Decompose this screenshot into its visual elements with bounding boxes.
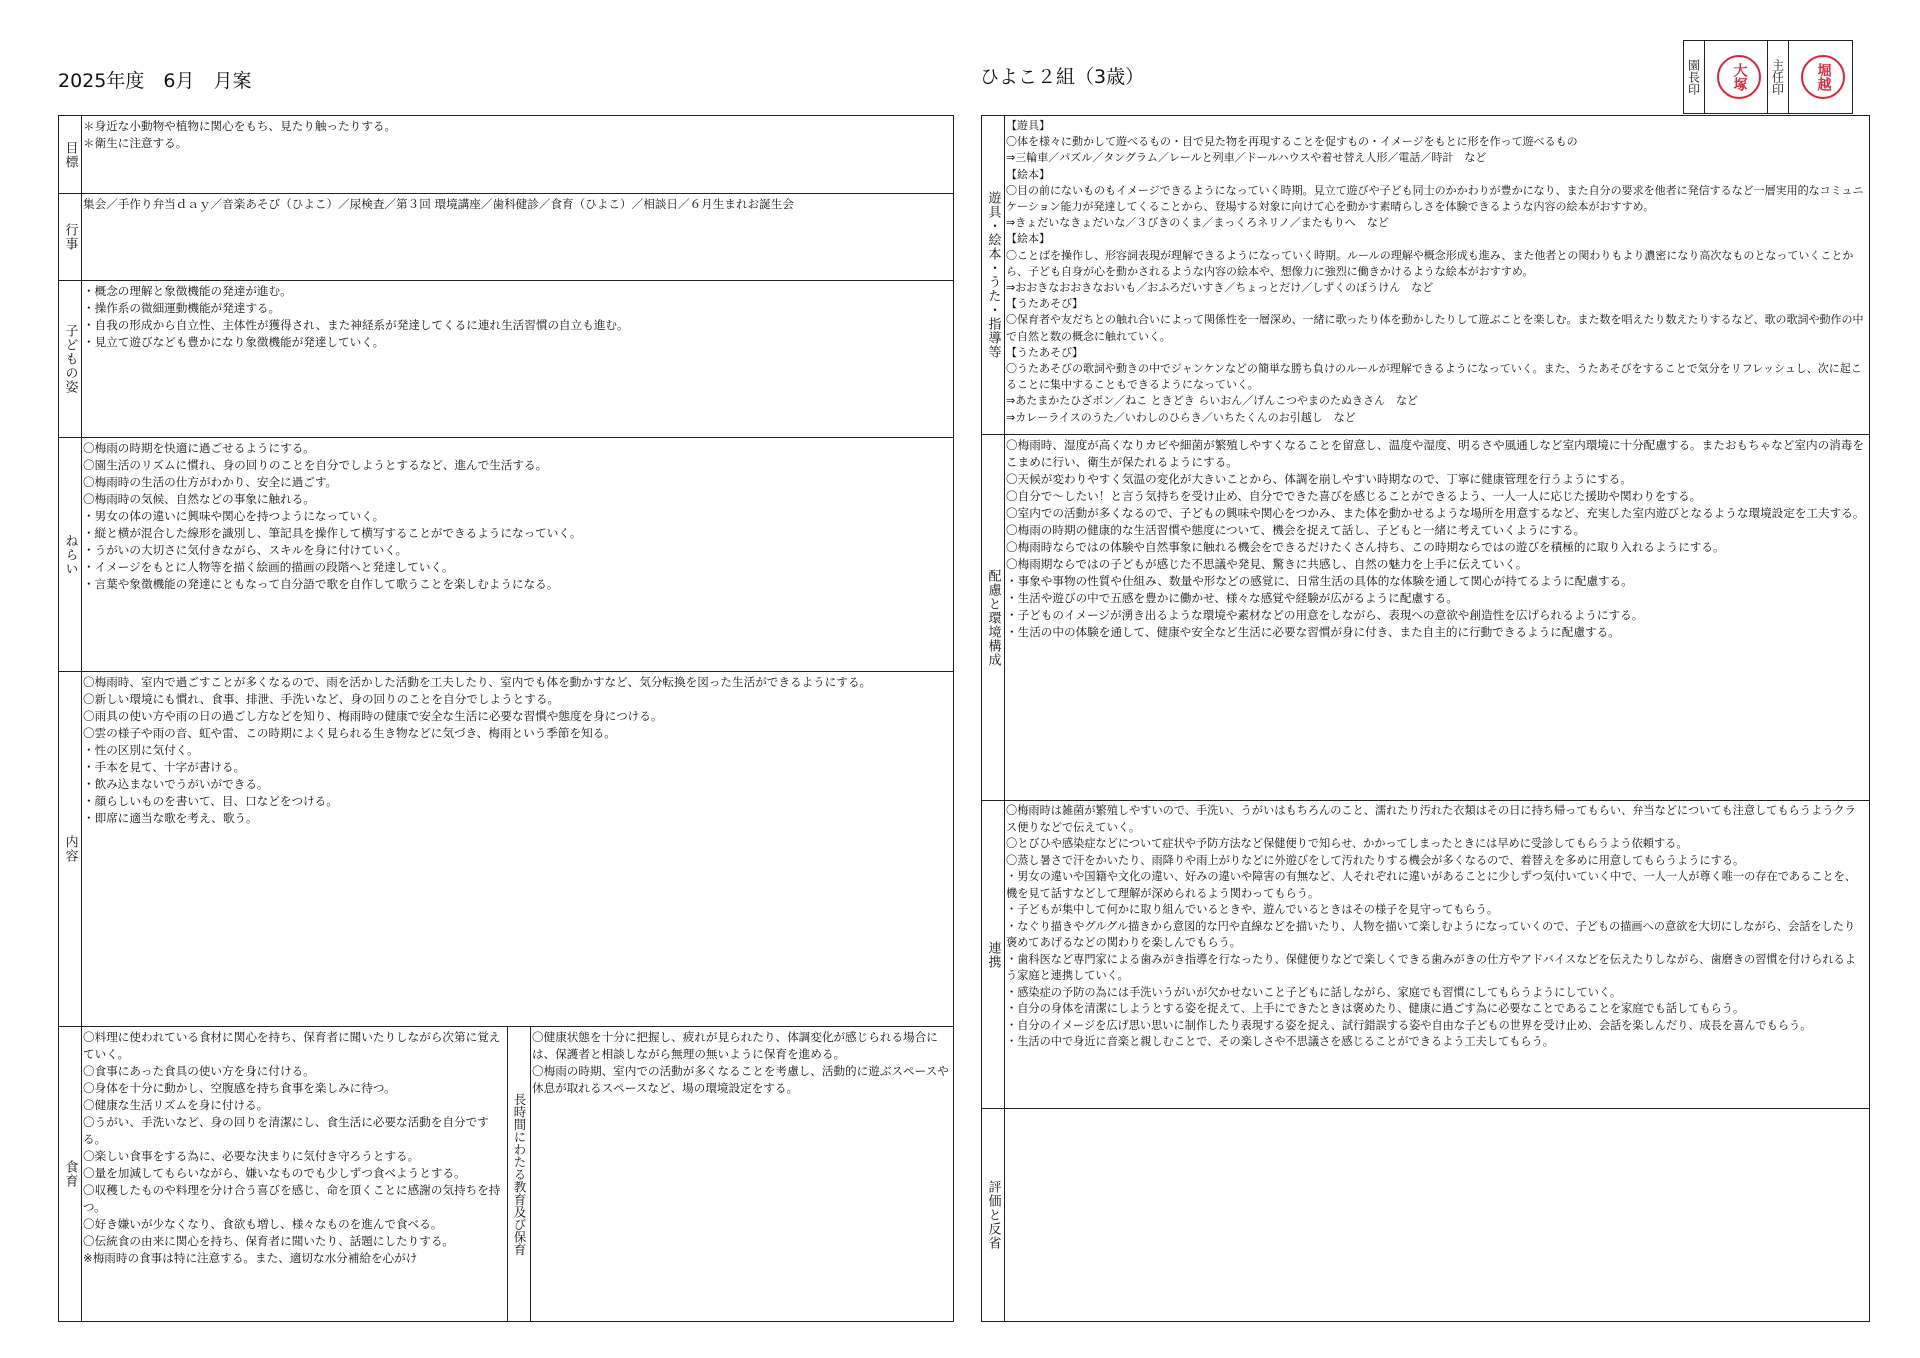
evaluation-label: 評価と反省 xyxy=(982,1109,1005,1321)
text-line: 〇梅雨期ならではの子どもが感じた不思議や発見、驚きに共感し、自然の魅力を上手に伝えていく。 xyxy=(1006,557,1528,571)
child-profile-section xyxy=(58,280,954,438)
text-line: ・子どものイメージが湧き出るような環境や素材などの用意をしながら、表現への意欲や創造性を広げられるようにする。 xyxy=(1006,608,1644,622)
text-line: ・自我の形成から自立性、主体性が獲得され、また神経系が発達してくるに連れ生活習慣の自立も進む。 xyxy=(83,318,629,332)
text-line: 〇食事にあった食具の使い方を身に付ける。 xyxy=(83,1064,315,1078)
principal-seal: 大塚 xyxy=(1717,55,1761,99)
text-line: ・顔らしいものを書いて、目、口などをつける。 xyxy=(83,794,338,808)
contents-section xyxy=(58,671,954,1027)
principal-stamp-label: 園長印 xyxy=(1684,41,1705,113)
text-line: ⇒カレーライスのうた／いわしのひらき／いちたくんのお引越し など xyxy=(1006,410,1356,424)
materials-content xyxy=(1006,118,1866,432)
text-line: ・見立て遊びなども豊かになり象徴機能が発達していく。 xyxy=(83,335,385,349)
text-line: 〇梅雨時の生活の仕方がわかり、安全に過ごす。 xyxy=(83,475,338,489)
text-line: 集会／手作り弁当ｄａｙ／音楽あそび（ひよこ）／尿検査／第３回 環境講座／歯科健診／食育（ひよこ）／相談日／６月生まれお誕生会 xyxy=(83,197,794,211)
events-label: 行事 xyxy=(59,194,82,280)
food-education-label: 食育 xyxy=(59,1027,82,1321)
head-teacher-stamp-box xyxy=(1767,40,1853,114)
events-section xyxy=(58,193,954,281)
text-line: 〇園生活のリズムに慣れ、身の回りのことを自分でしようとするなど、進んで生活する。 xyxy=(83,458,548,472)
goals-label: 目標 xyxy=(59,116,82,193)
text-line: ・感染症の予防の為には手洗いうがいが欠かせないこと子どもに話しながら、家庭でも習慣にしてもらうようにしていく。 xyxy=(1006,985,1622,999)
text-line: 〇健康な生活リズムを身に付ける。 xyxy=(83,1098,269,1112)
text-line: ・男女の体の違いに興味や関心を持つようになっていく。 xyxy=(83,509,385,523)
text-line: ・なぐり描きやグルグル描きから意図的な円や直線などを描いたり、人物を描いて楽しむようになっていくので、子どもの描画への意欲を大切にしながら、会話をしたり褒めてあげるなどの関わりを楽しんでもらう。 xyxy=(1006,919,1856,949)
text-line: 〇天候が変わりやすく気温の変化が大きいことから、体調を崩しやすい時期なので、丁寧に健康管理を行うようにする。 xyxy=(1006,472,1632,486)
text-line: 〇保育者や友だちとの触れ合いによって関係性を一層深め、一緒に歌ったり体を動かしたりして遊ぶことを楽しむ。また数を唱えたり数えたりするなど、歌の歌詞や動作の中で自然と数の概念に触れていく。 xyxy=(1006,313,1864,343)
aims-label: ねらい xyxy=(59,438,82,671)
child-profile-label: 子どもの姿 xyxy=(59,281,82,437)
text-line: 【絵本】 xyxy=(1006,167,1050,181)
text-line: ・操作系の微細運動機能が発達する。 xyxy=(83,301,281,315)
text-line: ・歯科医など専門家による歯みがき指導を行なったり、保健便りなどで楽しくできる歯みがきの仕方やアドバイスなどを伝えたりしながら、歯磨きの習慣を付けられるよう家庭と連携していく。 xyxy=(1006,952,1856,982)
contents-content xyxy=(83,674,950,1024)
cooperation-label: 連携 xyxy=(982,801,1005,1108)
text-line: ・自分の身体を清潔にしようとする姿を捉えて、上手にできたときは褒めたり、健康に過ごす為に必要なことであることを家庭でも話してもらう。 xyxy=(1006,1002,1745,1015)
text-line: 〇自分で～したい！と言う気持ちを受け止め、自分でできた喜びを感じることができるよう、一人一人に応じた援助や関わりをする。 xyxy=(1006,489,1702,503)
text-line: ・男女の違いや国籍や文化の違い、好みの違いや障害の有無など、人それぞれに違いがあることに少しずつ気付いていく中で、一人一人が尊く唯一の存在であることを、機を見て話すなどして理解が深められるよう関わってもらう。 xyxy=(1006,870,1857,900)
class-name: ひよこ２組（3歳） xyxy=(980,66,1145,88)
text-line: 〇梅雨の時期、室内での活動が多くなることを考慮し、活動的に遊ぶスペースや休息が取れるスペースなど、場の環境設定をする。 xyxy=(532,1064,949,1095)
text-line: ・生活の中の体験を通して、健康や安全など生活に必要な習慣が身に付き、また自主的に行動できるように配慮する。 xyxy=(1006,625,1620,639)
food-education-section xyxy=(58,1026,508,1322)
head-teacher-stamp-label: 主任印 xyxy=(1768,41,1789,113)
text-line: 〇体を様々に動かして遊べるもの・目で見た物を再現することを促すもの・イメージをもとに形を作って遊べるもの xyxy=(1006,135,1578,149)
aims-content xyxy=(83,440,950,669)
text-line: ・即席に適当な歌を考え、歌う。 xyxy=(83,811,258,825)
text-line: 〇収穫したものや料理を分け合う喜びを感じ、命を頂くことに感謝の気持ちを持つ。 xyxy=(83,1183,501,1214)
text-line: ※梅雨時の食事は特に注意する。また、適切な水分補給を心がけ xyxy=(83,1251,418,1265)
contents-label: 内容 xyxy=(59,672,82,1026)
text-line: 〇梅雨の時期の健康的な生活習慣や態度について、機会を捉えて話し、子どもと一緒に考えていくようにする。 xyxy=(1006,523,1586,537)
text-line: 〇室内での活動が多くなるので、子どもの興味や関心をつかみ、また体を動かせるような場所を用意するなど、充実した室内遊びとなるような環境設定を工夫する。 xyxy=(1006,506,1865,520)
text-line: ・事象や事物の性質や仕組み、数量や形などの感覚に、日常生活の具体的な体験を通して関心が持てるように配慮する。 xyxy=(1006,574,1633,588)
principal-stamp-box xyxy=(1683,40,1769,114)
considerations-label: 配慮と環境構成 xyxy=(982,435,1005,800)
text-line: ・イメージをもとに人物等を描く絵画的描画の段階へと発達していく。 xyxy=(83,560,454,574)
text-line: 〇うがい、手洗いなど、身の回りを清潔にし、食生活に必要な活動を自分でする。 xyxy=(83,1115,489,1146)
text-line: ・手本を見て、十字が書ける。 xyxy=(83,760,246,774)
text-line: ⇒あたまかたひざポン／ねこ ときどき らいおん／げんこつやまのたぬきさん など xyxy=(1006,394,1418,408)
text-line: 〇梅雨時、室内で過ごすことが多くなるので、雨を活かした活動を工夫したり、室内でも体を動かすなど、気分転換を図った生活ができるようにする。 xyxy=(83,675,872,689)
text-line: 【うたあそび】 xyxy=(1006,297,1083,311)
text-line: 【遊具】 xyxy=(1006,119,1050,132)
text-line: ⇒三輪車／パズル／タングラム／レールと列車／ドールハウスや着せ替え人形／電話／時計 など xyxy=(1006,151,1487,165)
text-line: 〇梅雨時、湿度が高くなりカビや細菌が繁殖しやすくなることを留意し、温度や湿度、明るさや風通しなど室内環境に十分配慮する。またおもちゃなど室内の消毒をこまめに行い、衛生が保たれるようにする。 xyxy=(1006,438,1864,469)
text-line: 〇梅雨の時期を快適に過ごせるようにする。 xyxy=(83,441,315,455)
text-line: ⇒おおきなおおきなおいも／おふろだいすき／ちょっとだけ／しずくのぼうけん など xyxy=(1006,281,1434,295)
text-line: 〇身体を十分に動かし、空腹感を持ち食事を楽しみに待つ。 xyxy=(83,1081,396,1095)
text-line: 〇雲の様子や雨の音、虹や雷、この時期によく見られる生き物などに気づき、梅雨という季節を知る。 xyxy=(83,726,616,740)
text-line: ・子どもが集中して何かに取り組んでいるときや、遊んでいるときはその様子を見守ってもらう。 xyxy=(1006,903,1499,916)
text-line: ・うがいの大切さに気付きながら、スキルを身に付けていく。 xyxy=(83,543,408,557)
goals-content xyxy=(83,118,950,191)
food-education-content xyxy=(83,1029,504,1319)
extended-care-section xyxy=(507,1026,954,1322)
text-line: ＊身近な小動物や植物に関心をもち、見たり触ったりする。 xyxy=(83,119,397,133)
cooperation-content xyxy=(1006,803,1866,1106)
text-line: 〇とびひや感染症などについて症状や予防方法など保健便りで知らせ、かかってしまったときには早めに受診してもらうよう依頼する。 xyxy=(1006,837,1688,850)
text-line: 〇伝統食の由来に関心を持ち、保育者に聞いたり、話題にしたりする。 xyxy=(83,1234,455,1248)
head-teacher-seal: 堀越 xyxy=(1801,55,1845,99)
text-line: 〇好き嫌いが少なくなり、食欲も増し、様々なものを進んで食べる。 xyxy=(83,1217,443,1231)
text-line: ・性の区別に気付く。 xyxy=(83,743,199,757)
text-line: 〇量を加減してもらいながら、嫌いなものでも少しずつ食べようとする。 xyxy=(83,1166,466,1180)
goals-section xyxy=(58,115,954,194)
text-line: 〇蒸し暑さで汗をかいたり、雨降りや雨上がりなどに外遊びをして汚れたりする機会が多くなるので、着替えを多めに用意してもらうようにする。 xyxy=(1006,853,1745,867)
child-profile-content xyxy=(83,283,950,435)
text-line: ・自分のイメージを広げ思い思いに制作したり表現する姿を捉え、試行錯誤する姿や自由な子どもの世界を受け止め、会話を楽しんだり、成長を喜んでもらう。 xyxy=(1006,1018,1812,1032)
extended-care-content xyxy=(532,1029,950,1319)
text-line: ⇒きょだいなきょだいな／３びきのくま／まっくろネリノ／またもりへ など xyxy=(1006,216,1389,230)
materials-label: 遊具・絵本・うた・指導等 xyxy=(982,116,1005,434)
text-line: 〇梅雨時ならではの体験や自然事象に触れる機会をできるだけたくさん持ち、この時期ならではの遊びを積極的に取り入れるようにする。 xyxy=(1006,540,1725,554)
text-line: ・言葉や象徴機能の発達にともなって自分語で歌を自作して歌うことを楽しむようになる。 xyxy=(83,577,559,591)
considerations-content xyxy=(1006,437,1866,798)
text-line: 〇料理に使われている食材に関心を持ち、保育者に聞いたりしながら次第に覚えていく。 xyxy=(83,1030,501,1061)
extended-care-label: 長時間にわたる教育及び保育 xyxy=(508,1027,531,1321)
text-line: ＊衛生に注意する。 xyxy=(83,136,188,150)
text-line: 【絵本】 xyxy=(1006,232,1050,246)
text-line: ・生活や遊びの中で五感を豊かに働かせ、様々な感覚や経験が広がるように配慮する。 xyxy=(1006,591,1458,605)
evaluation-content xyxy=(1006,1111,1866,1319)
events-content xyxy=(83,196,950,278)
text-line: 〇ことばを操作し、形容詞表現が理解できるようになっていく時期。ルールの理解や概念形成も進み、また他者との関わりもより濃密になり高次なものとなっていくことから、子ども自身が心を動かされるような内容の絵本や、想像力に強烈に働きかけるような絵本がおすすめ。 xyxy=(1006,248,1854,278)
text-line: 〇目の前にないものもイメージできるようになっていく時期。見立て遊びや子ども同士のかかわりが豊かになり、また自分の要求を他者に発信するなど一層実用的なコミュニケーション能力が発達してくることから、登場する対象に向けて心を動かす素晴らしさを体験できるような内容の絵本がおすすめ。 xyxy=(1006,183,1864,214)
text-line: 〇雨具の使い方や雨の日の過ごし方などを知り、梅雨時の健康で安全な生活に必要な習慣や態度を身につける。 xyxy=(83,709,663,723)
text-line: 〇楽しい食事をする為に、必要な決まりに気付き守ろうとする。 xyxy=(83,1149,420,1163)
cooperation-section xyxy=(981,800,1870,1109)
aims-section xyxy=(58,437,954,672)
text-line: 〇梅雨時は雑菌が繁殖しやすいので、手洗い、うがいはもちろんのこと、濡れたり汚れた衣類はその日に持ち帰ってもらい、弁当などについても注意してもらうようクラス便りなどで伝えていく。 xyxy=(1006,804,1856,834)
page-title: 2025年度 6月 月案 xyxy=(58,70,252,92)
text-line: 【うたあそび】 xyxy=(1006,345,1083,359)
text-line: ・生活の中で身近に音楽と親しむことで、その楽しさや不思議さを感じることができるよう工夫してもらう。 xyxy=(1006,1035,1554,1048)
text-line: 〇うたあそびの歌詞や動きの中でジャンケンなどの簡単な勝ち負けのルールが理解できるようになっていく。また、うたあそびをすることで気分をリフレッシュし、次に起こることに集中することもできるようになっていく。 xyxy=(1006,362,1862,392)
materials-section xyxy=(981,115,1870,435)
text-line: ・概念の理解と象徴機能の発達が進む。 xyxy=(83,284,292,298)
text-line: ・縦と横が混合した線形を識別し、筆記具を操作して横写することができるようになっていく。 xyxy=(83,526,582,540)
evaluation-section xyxy=(981,1108,1870,1322)
text-line: 〇健康状態を十分に把握し、疲れが見られたり、体調変化が感じられる場合には、保護者と相談しながら無理の無いように保育を進める。 xyxy=(532,1030,938,1061)
text-line: ・飲み込まないでうがいができる。 xyxy=(83,777,269,791)
text-line: 〇梅雨時の気候、自然などの事象に触れる。 xyxy=(83,492,315,506)
considerations-section xyxy=(981,434,1870,801)
text-line: 〇新しい環境にも慣れ、食事、排泄、手洗いなど、身の回りのことを自分でしようとする。 xyxy=(83,692,560,706)
